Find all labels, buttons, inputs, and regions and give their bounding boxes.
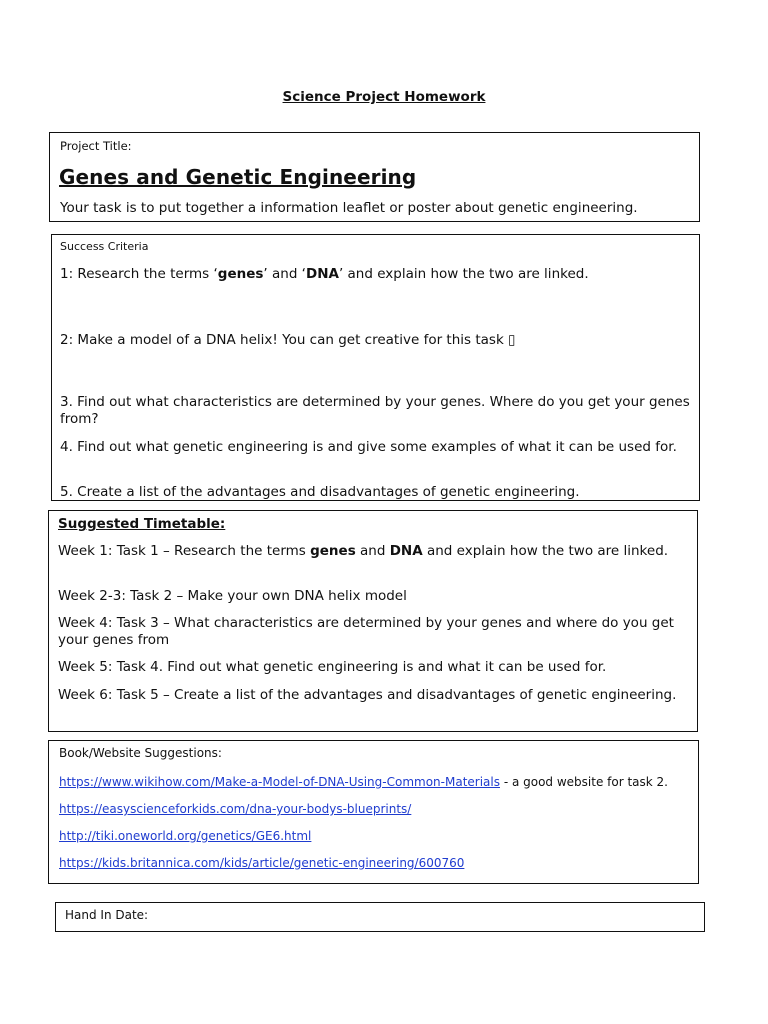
- suggestion-row-1: [59, 773, 668, 791]
- suggestion-link-easyscience[interactable]: https://easyscienceforkids.com/dna-your-bodys-blueprints/: [59, 802, 412, 816]
- timetable-week-2-3: Week 2-3: Task 2 – Make your own DNA helix model: [58, 588, 407, 604]
- project-title: Genes and Genetic Engineering: [59, 165, 417, 189]
- suggestion-link-wikihow[interactable]: https://www.wikihow.com/Make-a-Model-of-DNA-Using-Common-Materials: [59, 775, 500, 789]
- suggestion-note: - a good website for task 2.: [500, 775, 668, 789]
- timetable-week-5: Week 5: Task 4. Find out what genetic engineering is and what it can be used for.: [58, 659, 607, 675]
- criteria-item-1-prefix: 1: Research the terms ‘: [60, 266, 218, 282]
- criteria-item-5: 5. Create a list of the advantages and disadvantages of genetic engineering.: [60, 484, 580, 500]
- suggestions-box: [48, 740, 699, 884]
- timetable-week-1: [58, 543, 688, 560]
- criteria-item-1: [60, 266, 589, 283]
- suggestion-row-4: [59, 854, 464, 872]
- criteria-item-1-mid: ’ and ‘: [263, 266, 306, 282]
- criteria-item-3: 3. Find out what characteristics are determined by your genes. Where do you get your genes from?: [60, 394, 690, 427]
- criteria-term-genes: genes: [217, 266, 264, 282]
- timetable-week-4: Week 4: Task 3 – What characteristics are determined by your genes and where do you get your genes from: [58, 615, 674, 648]
- week-1-prefix: Week 1: Task 1 – Research the terms: [58, 543, 311, 559]
- suggestion-row-2: [59, 800, 411, 818]
- week-1-mid: and: [355, 543, 390, 559]
- project-task: Your task is to put together a information leaflet or poster about genetic engineering.: [60, 200, 638, 216]
- suggestions-label: Book/Website Suggestions:: [59, 746, 222, 760]
- suggestion-row-3: [59, 827, 311, 845]
- success-criteria-label: Success Criteria: [60, 240, 149, 253]
- week-1-suffix: and explain how the two are linked.: [422, 543, 669, 559]
- criteria-term-dna: DNA: [305, 266, 339, 282]
- success-criteria-box: [51, 234, 700, 501]
- project-title-box: [49, 132, 700, 222]
- hand-in-label: Hand In Date:: [65, 908, 149, 922]
- week-1-term-dna: DNA: [389, 543, 423, 559]
- criteria-item-2: 2: Make a model of a DNA helix! You can get creative for this task ▯: [60, 332, 516, 348]
- week-1-term-genes: genes: [310, 543, 356, 559]
- timetable-week-6: Week 6: Task 5 – Create a list of the advantages and disadvantages of genetic engineering.: [58, 687, 677, 703]
- suggestion-link-britannica[interactable]: https://kids.britannica.com/kids/article/genetic-engineering/600760: [59, 856, 465, 870]
- timetable-box: [48, 510, 698, 732]
- suggestion-link-tiki[interactable]: http://tiki.oneworld.org/genetics/GE6.html: [59, 829, 312, 843]
- project-title-label: Project Title:: [60, 139, 132, 153]
- criteria-item-4: 4. Find out what genetic engineering is and give some examples of what it can be used for.: [60, 439, 677, 455]
- document-title: Science Project Homework: [282, 89, 486, 105]
- timetable-heading: Suggested Timetable:: [58, 516, 226, 532]
- criteria-item-1-suffix: ’ and explain how the two are linked.: [338, 266, 589, 282]
- hand-in-box: [55, 902, 705, 932]
